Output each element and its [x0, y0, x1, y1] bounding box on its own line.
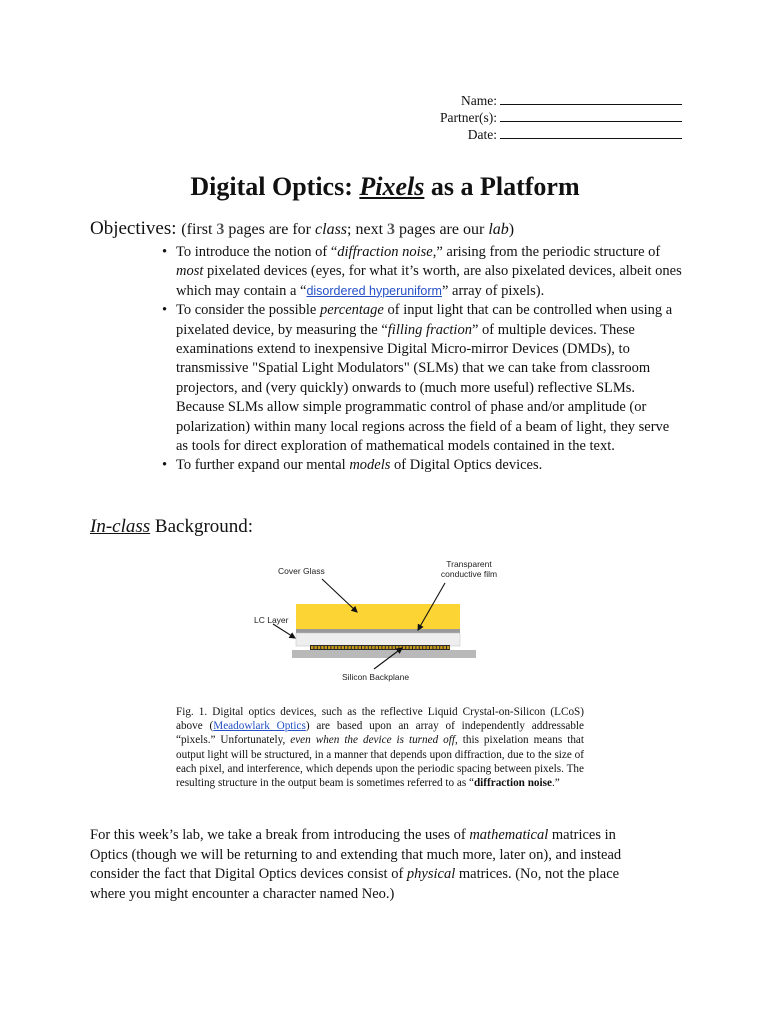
pixel-element	[389, 646, 391, 649]
cover-glass-label: Cover Glass	[278, 566, 325, 576]
pixel-element	[382, 646, 384, 649]
pixel-array	[310, 645, 450, 650]
lc-layer-label: LC Layer	[254, 615, 289, 625]
pixel-element	[338, 646, 340, 649]
student-info-form	[400, 92, 682, 143]
pixel-element	[420, 646, 422, 649]
pixel-element	[331, 646, 333, 649]
pixel-element	[416, 646, 418, 649]
pixel-element	[427, 646, 429, 649]
bullet-icon: •	[162, 457, 168, 474]
figure-caption: Fig. 1. Digital optics devices, such as the reflective Liquid Crystal-on-Silicon (LCoS) above (Meadowlark Optics) are based upon an array of independently addressable “pixels.” Unfortunately, even when the device is turned off, this pixelation means that output light will be structured, in a manner that depends upon diffraction, due to the size of each pixel, and interference, which depends upon the periodic spacing between pixels. The resulting structure in the output beam is sometimes referred to as “diffraction noise.”	[176, 706, 584, 790]
meadowlark-optics-link[interactable]: Meadowlark Optics	[213, 720, 306, 733]
lc-layer	[296, 633, 460, 646]
title-part-2: as a Platform	[424, 172, 580, 201]
cover-glass-layer	[296, 604, 460, 629]
pixel-element	[348, 646, 350, 649]
transparent-label: Transparent conductive film	[440, 559, 498, 579]
date-row	[400, 126, 682, 143]
pixel-element	[386, 646, 388, 649]
pixel-element	[335, 646, 337, 649]
pixel-element	[342, 646, 344, 649]
pixel-element	[372, 646, 374, 649]
pixel-element	[447, 646, 449, 649]
class-page-count: 3	[216, 221, 225, 238]
pixel-element	[352, 646, 354, 649]
pixel-element	[314, 646, 316, 649]
title-part-1: Digital Optics:	[190, 172, 360, 201]
page-title	[0, 172, 770, 202]
conductive-film-layer	[296, 629, 460, 633]
disordered-hyperuniform-link[interactable]: disordered hyperuniform	[306, 283, 442, 298]
pixel-element	[328, 646, 330, 649]
pixel-element	[369, 646, 371, 649]
bullet-icon: •	[162, 302, 168, 319]
lab-page-count: 3	[387, 221, 396, 238]
lcos-diagram	[240, 552, 530, 687]
pixel-element	[379, 646, 381, 649]
pixel-element	[403, 646, 405, 649]
partners-row	[400, 109, 682, 126]
partners-label: Partner(s):	[440, 110, 497, 125]
pixel-element	[413, 646, 415, 649]
lc-layer-arrow	[273, 624, 295, 638]
pixel-element	[365, 646, 367, 649]
objective-item-models: • To further expand our mental models of Digital Optics devices.	[162, 456, 682, 475]
name-label: Name:	[461, 93, 497, 108]
pixel-element	[423, 646, 425, 649]
pixel-element	[406, 646, 408, 649]
name-field[interactable]	[500, 92, 682, 105]
bullet-icon: •	[162, 244, 168, 260]
class-word: class	[315, 221, 348, 238]
background-heading: In-class Background:	[90, 516, 254, 537]
pixel-element	[362, 646, 364, 649]
lab-intro-paragraph: For this week’s lab, we take a break from introducing the uses of mathematical matrices in Optics (though we will be returning to and extending that much more, later on), and instead consider the fact that Digital Optics devices consist of physical matrices. (No, not the place where you might encounter a character named Neo.)	[90, 827, 622, 902]
name-row	[400, 92, 682, 109]
objectives-label: Objectives:	[90, 218, 177, 239]
objectives-note: (first 3 pages are for class; next 3 pages are our lab)	[181, 221, 515, 238]
pixel-element	[355, 646, 357, 649]
title-emphasis: Pixels	[359, 172, 425, 201]
pixel-element	[325, 646, 327, 649]
partners-field[interactable]	[500, 109, 682, 122]
pixel-element	[440, 646, 442, 649]
objectives-heading	[90, 218, 514, 240]
pixel-element	[393, 646, 395, 649]
date-field[interactable]	[500, 126, 682, 139]
pixel-element	[311, 646, 313, 649]
objective-item-filling-fraction: • To consider the possible percentage of input light that can be controlled when using a pixelated device, by measuring the “filling fraction” of multiple devices. These examinations extend to inexpensive Digital Micro-mirror Devices (DMDs), to transmissive "Spatial Light Modulators" (SLMs) that we can take from classroom projectors, and (very quickly) onwards to (much more useful) reflective SLMs. Because SLMs allow simple programmatic control of phase and/or amplitude (or polarization) within many local regions across the field of a beam of light, they serve as tools for direct exploration of mathematical models contained in the text.	[162, 302, 673, 455]
pixel-element	[444, 646, 446, 649]
lab-word: lab	[488, 221, 509, 238]
pixel-element	[345, 646, 347, 649]
pixel-element	[396, 646, 398, 649]
pixel-element	[437, 646, 439, 649]
pixel-element	[318, 646, 320, 649]
pixel-element	[321, 646, 323, 649]
pixel-element	[410, 646, 412, 649]
silicon-backplane-label: Silicon Backplane	[342, 672, 410, 682]
objectives-list	[162, 243, 682, 476]
pixel-element	[430, 646, 432, 649]
date-label: Date:	[467, 127, 497, 142]
silicon-backplane-layer	[292, 650, 476, 658]
background-emphasis: In-class	[90, 516, 151, 537]
pixel-element	[433, 646, 435, 649]
objective-item-diffraction: • To introduce the notion of “diffraction noise,” arising from the periodic structure of most pixelated devices (eyes, for what it’s worth, are also pixelated devices, albeit ones which may contain a “disordered hyperuniform” array of pixels).	[162, 244, 682, 299]
pixel-element	[359, 646, 361, 649]
pixel-element	[376, 646, 378, 649]
